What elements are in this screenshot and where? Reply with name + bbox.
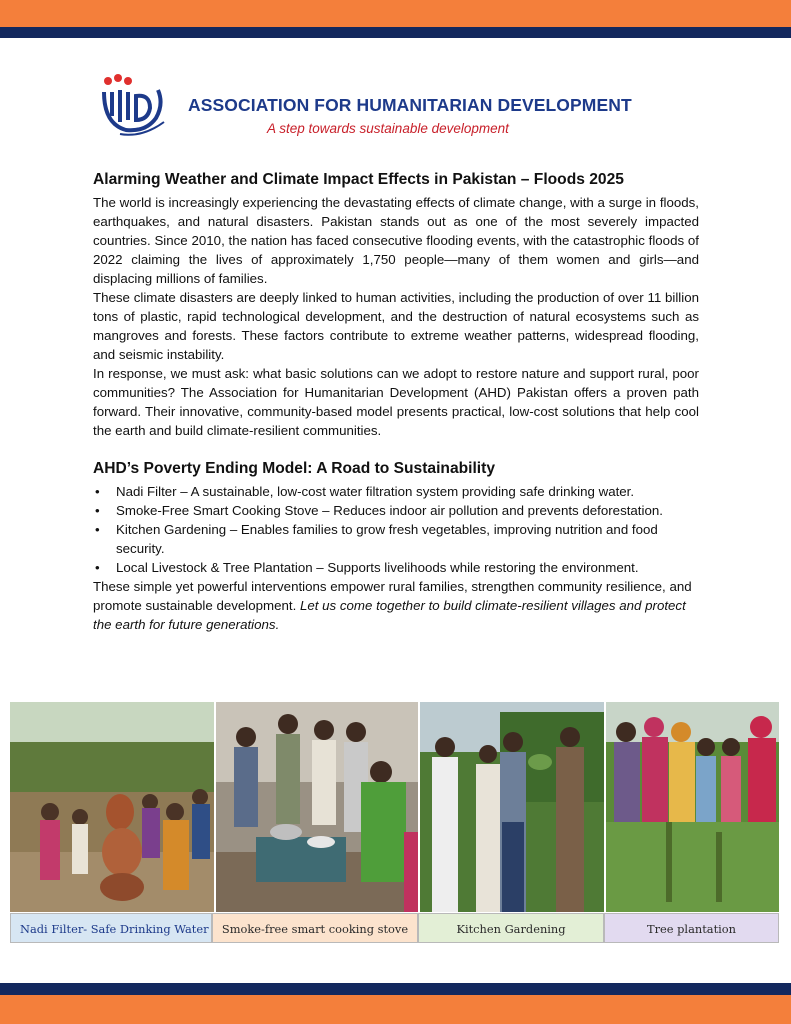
photo-nadi-filter [10, 702, 214, 912]
top-navy-band [0, 27, 791, 38]
tagline: A step towards sustainable development [267, 121, 509, 136]
photo-captions [10, 913, 779, 945]
photo-smoke-free-stove [216, 702, 418, 912]
bullet-icon: • [95, 484, 100, 499]
section-title-floods: Alarming Weather and Climate Impact Effects in Pakistan – Floods 2025 [93, 171, 624, 188]
closing-paragraph [93, 577, 699, 634]
list-item [93, 482, 699, 501]
bottom-navy-band [0, 983, 791, 995]
list-item [93, 520, 699, 558]
org-name: ASSOCIATION FOR HUMANITARIAN DEVELOPMENT [188, 95, 632, 115]
top-orange-band [0, 0, 791, 27]
photo-kitchen-gardening [420, 702, 604, 912]
bullet-text: Kitchen Gardening – Enables families to grow fresh vegetables, improving nutrition and food security. [116, 522, 658, 556]
ahd-logo-icon [98, 72, 170, 142]
caption-kitchen-gardening: Kitchen Gardening [418, 913, 604, 943]
bullet-icon: • [95, 503, 100, 518]
bullet-text: Local Livestock & Tree Plantation – Supports livelihoods while restoring the environment. [116, 560, 639, 575]
bullet-text: Nadi Filter – A sustainable, low-cost water filtration system providing safe drinking water. [116, 484, 635, 499]
caption-nadi-filter: Nadi Filter- Safe Drinking Water [10, 913, 212, 943]
bottom-orange-band [0, 995, 791, 1024]
photo-strip [10, 702, 779, 912]
bullet-icon: • [95, 522, 100, 537]
section-title-model: AHD’s Poverty Ending Model: A Road to Sustainability [93, 460, 496, 477]
main-content [93, 170, 699, 634]
list-item [93, 501, 699, 520]
paragraph-response: In response, we must ask: what basic solutions can we adopt to restore nature and support rural, poor communities? The Association for Humanitarian Development (AHD) Pakistan offers a proven path forward. Their innovative, community-based model presents practical, low-cost solutions that help cool the earth and build climate-resilient communities. [93, 366, 699, 438]
bullet-text: Smoke-Free Smart Cooking Stove – Reduces indoor air pollution and prevents deforestation. [116, 503, 663, 518]
caption-tree-plantation: Tree plantation [604, 913, 779, 943]
bullet-icon: • [95, 560, 100, 575]
closing-call-to-action: Let us come together to build climate-resilient villages and protect the earth for future generations. [93, 598, 686, 632]
paragraph-climate-change: The world is increasingly experiencing the devastating effects of climate change, with a surge in floods, earthquakes, and natural disasters. Pakistan stands out as one of the most severely impacted countries. Since 2010, the nation has faced consecutive flooding events, with the catastrophic floods of 2022 claiming the lives of approximately 1,750 people—many of them women and girls—and displacing millions of families. [93, 195, 699, 286]
photo-tree-plantation [606, 702, 779, 912]
model-bullet-list [93, 482, 699, 577]
list-item [93, 558, 699, 577]
paragraph-human-activities: These climate disasters are deeply linked to human activities, including the production of over 11 billion tons of plastic, rapid technological development, and the destruction of natural ecosystems such as mangroves and forests. These factors contribute to extreme weather patterns, widespread flooding, and seismic instability. [93, 290, 699, 362]
caption-smoke-free-stove: Smoke-free smart cooking stove [212, 913, 418, 943]
closing-text: These simple yet powerful interventions empower rural families, strengthen community resilience, and promote sustainable development. [93, 579, 692, 613]
